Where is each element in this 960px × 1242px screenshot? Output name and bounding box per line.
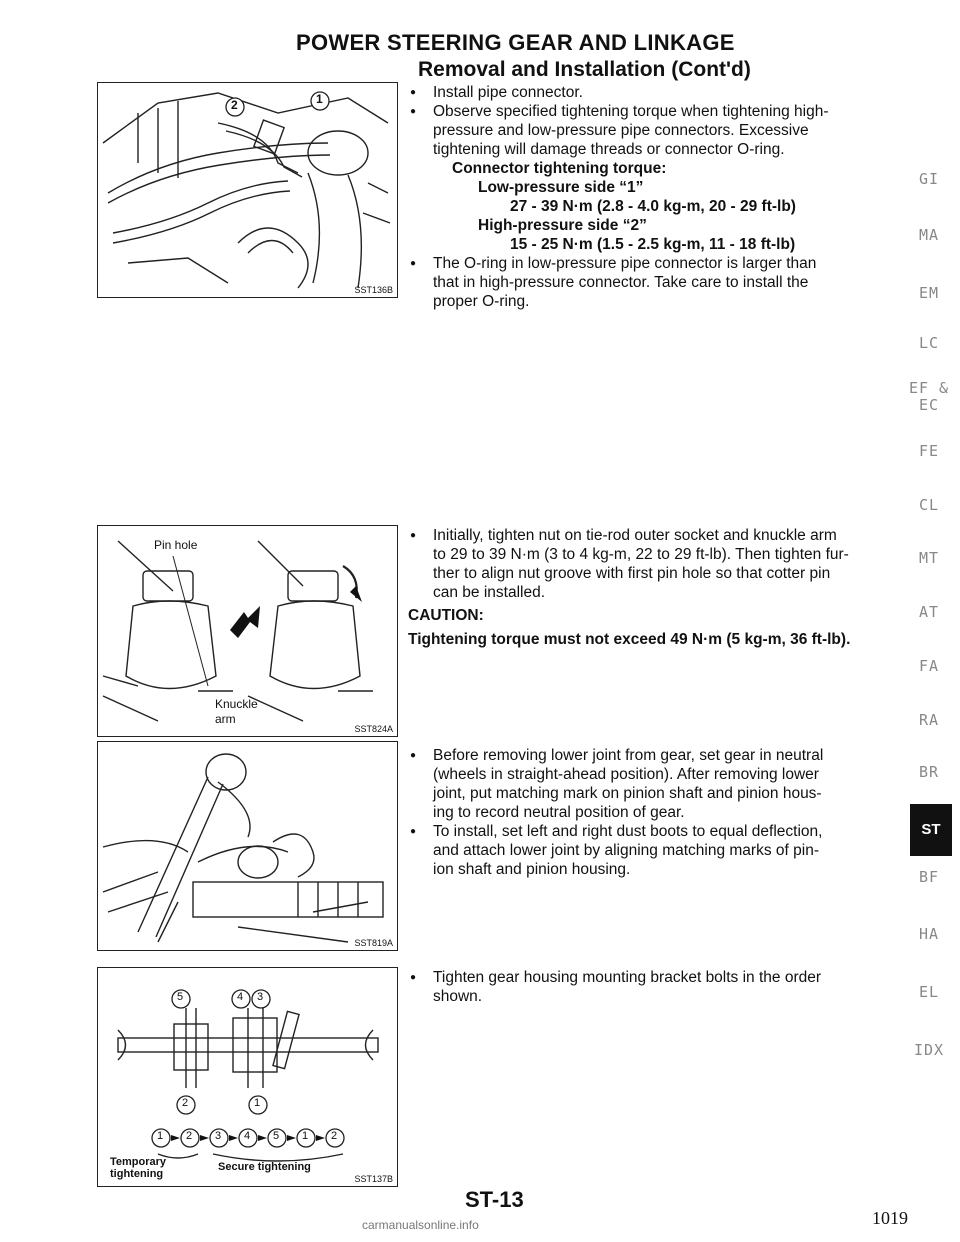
text-line: joint, put matching mark on pinion shaft and pinion hous- [433,785,822,802]
text-line: ● Observe specified tightening torque when tightening high- [433,103,829,120]
sequence-5: 5 [273,1130,280,1142]
sequence-1: 1 [157,1130,164,1142]
spec-heading: Connector tightening torque: [452,160,667,177]
bolt-label-1: 1 [254,1097,261,1109]
figure-code: SST824A [354,724,393,734]
bolt-label-2: 2 [182,1097,189,1109]
folio-number: 1019 [872,1208,908,1228]
label-secure-tightening: Secure tightening [218,1161,311,1173]
section-tie-rod [408,526,902,649]
text-line: and attach lower joint by aligning matching marks of pin- [433,842,819,859]
figure-tie-rod-nut [97,525,398,737]
tab-br[interactable]: BR [918,763,940,781]
bullet-oring: ● The O-ring in low-pressure pipe connector is larger than [408,254,902,273]
text-line: shown. [433,988,483,1005]
page-title: POWER STEERING GEAR AND LINKAGE [296,30,735,55]
text-line: tightening will damage threads or connector O-ring. [433,141,785,158]
low-pressure-value: 27 - 39 N·m (2.8 - 4.0 kg-m, 20 - 29 ft-lb) [510,198,796,215]
tab-ma[interactable]: MA [918,226,940,244]
text-line: that in high-pressure connector. Take care to install the [433,274,809,291]
bullet-install: ● Install pipe connector. [408,83,902,102]
figure-code: SST137B [354,1174,393,1184]
tab-ra[interactable]: RA [918,711,940,729]
label-tightening: tightening [110,1168,164,1180]
tab-ha[interactable]: HA [918,925,940,943]
bullet-initially: ● Initially, tighten nut on tie-rod outer socket and knuckle arm [408,526,902,545]
figure-gear-removal [97,741,398,951]
tab-em[interactable]: EM [918,284,940,302]
callout-2: 2 [231,98,238,112]
tab-bf[interactable]: BF [918,868,940,886]
section-pipe-connector [408,83,902,311]
bolt-label-4: 4 [237,991,244,1003]
caution-label: CAUTION: [408,607,484,624]
figure-bolt-order [97,967,398,1187]
text-line: ion shaft and pinion housing. [433,861,631,878]
tab-cl[interactable]: CL [918,496,940,514]
label-arm: arm [215,712,236,726]
sequence-4: 4 [244,1130,251,1142]
tab-gi[interactable]: GI [918,170,940,188]
section-subtitle: Removal and Installation (Cont'd) [418,58,751,81]
bullet-tighten: ● Tighten gear housing mounting bracket bolts in the order [408,968,902,987]
text-line: proper O-ring. [433,293,530,310]
low-pressure-heading: Low-pressure side “1” [478,179,644,196]
high-pressure-value: 15 - 25 N·m (1.5 - 2.5 kg-m, 11 - 18 ft-lb) [510,236,796,253]
bullet-observe [408,102,902,121]
sequence-6: 1 [302,1130,309,1142]
bolt-order-illustration [98,968,397,1186]
tab-at[interactable]: AT [918,603,940,621]
watermark: carmanualsonline.info [362,1218,479,1232]
text-line: can be installed. [433,584,546,601]
text-line: ing to record neutral position of gear. [433,804,685,821]
figure-pipe-connector [97,82,398,298]
page-number: ST-13 [465,1187,524,1212]
bullet-to-install: ● To install, set left and right dust boots to equal deflection, [408,822,902,841]
text-line: to 29 to 39 N·m (3 to 4 kg-m, 22 to 29 ft-lb). Then tighten fur- [433,546,849,563]
label-knuckle: Knuckle [215,697,258,711]
caution-text: Tightening torque must not exceed 49 N·m (5 kg-m, 36 ft-lb). [408,631,851,648]
tab-ef[interactable]: EF & [908,379,950,397]
sequence-2: 2 [186,1130,193,1142]
section-lower-joint [408,746,902,879]
high-pressure-heading: High-pressure side “2” [478,217,647,234]
tab-fe[interactable]: FE [918,442,940,460]
bullet-before-removing: ● Before removing lower joint from gear, set gear in neutral [408,746,902,765]
sequence-7: 2 [331,1130,338,1142]
section-bracket-bolts [408,968,902,1006]
tab-ec[interactable]: EC [918,396,940,414]
tab-idx[interactable]: IDX [913,1041,945,1059]
text-line: (wheels in straight-ahead position). After removing lower [433,766,819,783]
bolt-label-3: 3 [257,991,264,1003]
tab-lc[interactable]: LC [918,334,940,352]
pipe-connector-illustration [98,83,397,297]
tab-fa[interactable]: FA [918,657,940,675]
callout-1: 1 [316,92,323,106]
figure-code: SST136B [354,285,393,295]
label-pin-hole: Pin hole [154,538,198,552]
bolt-label-5: 5 [177,991,184,1003]
text-line: ther to align nut groove with first pin hole so that cotter pin [433,565,831,582]
sequence-3: 3 [215,1130,222,1142]
tab-st[interactable]: ST [910,804,952,856]
tab-mt[interactable]: MT [918,549,940,567]
label-temporary: Temporary [110,1156,167,1168]
gear-removal-illustration [98,742,397,950]
tab-el[interactable]: EL [918,983,940,1001]
text-line: pressure and low-pressure pipe connectors. Excessive [433,122,809,139]
figure-code: SST819A [354,938,393,948]
